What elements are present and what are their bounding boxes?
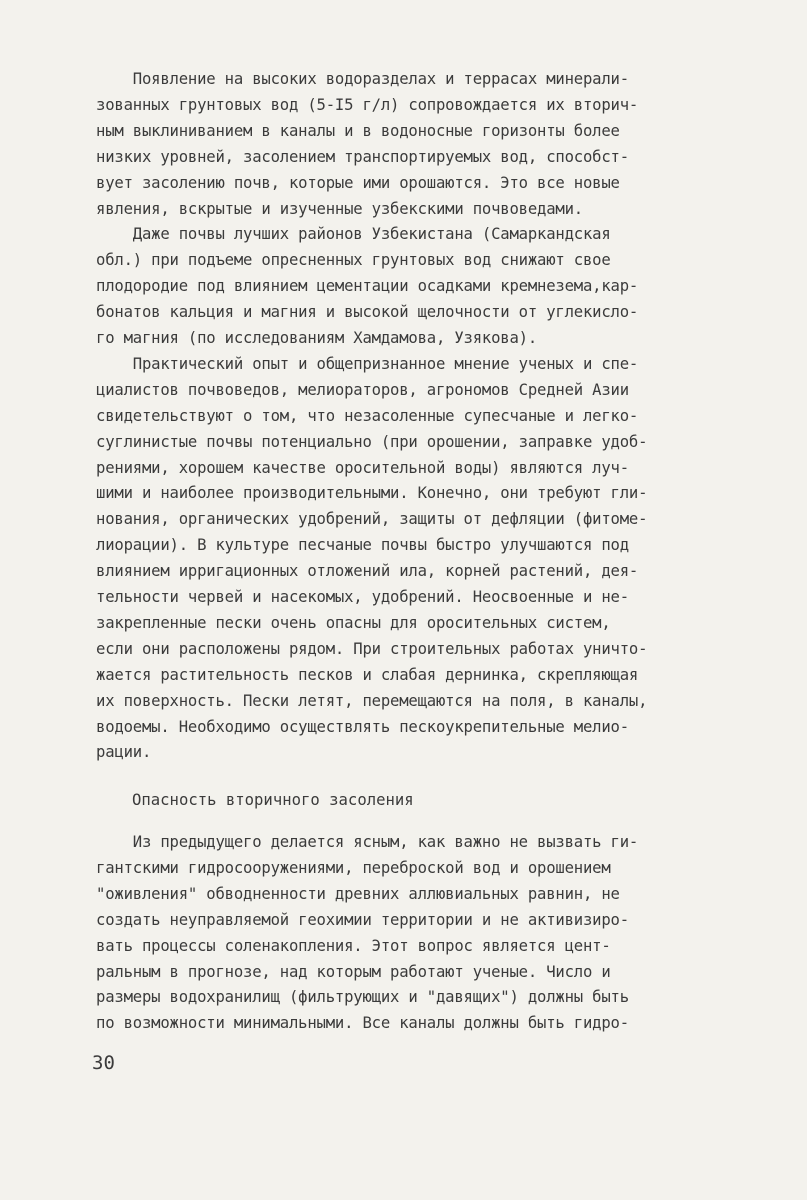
text-line: "оживления" обводненности древних аллювиальных равнин, не [96,884,620,903]
text-line: лиорации). В культуре песчаные почвы быстро улучшаются под [96,536,629,555]
text-line: гантскими гидросооружениями, переброской вод и орошением [96,858,611,877]
text-line: Практический опыт и общепризнанное мнение ученых и спе- [96,354,639,373]
text-line: их поверхность. Пески летят, перемещаются на поля, в каналы, [96,691,648,710]
section-heading: Опасность вторичного засоления [132,791,414,809]
text-line: Появление на высоких водоразделах и террасах минерали- [96,70,629,88]
text-line: ным выклиниванием в каналы и в водоносные горизонты более [96,121,620,140]
text-line: жается растительность песков и слабая дернинка, скрепляющая [96,665,639,684]
text-line: свидетельствуют о том, что незасоленные супесчаные и легко- [96,406,639,425]
text-line: явления, вскрытые и изученные узбекскими почвоведами. [96,199,583,218]
page-number: 30 [92,1052,115,1074]
text-line: закрепленные пески очень опасны для оросительных систем, [96,613,611,632]
text-line: если они расположены рядом. При строительных работах уничто- [96,639,648,658]
text-line: зованных грунтовых вод (5-I5 г/л) сопровождается их вторич- [96,95,639,114]
text-line: Из предыдущего делается ясным, как важно не вызвать ги- [96,833,639,851]
text-line: суглинистые почвы потенциально (при орошении, заправке удоб- [96,432,648,451]
text-line: бонатов кальция и магния и высокой щелочности от углекисло- [96,303,639,322]
text-line: тельности червей и насекомых, удобрений. Неосвоенные и не- [96,588,629,606]
text-line: циалистов почвоведов, мелиораторов, агрономов Средней Азии [96,380,629,399]
text-line: рации. [96,743,152,762]
text-line: ральным в прогнозе, над которым работают ученые. Число и [96,962,611,981]
text-line: по возможности минимальными. Все каналы должны быть гидро- [96,1014,629,1033]
text-line: низких уровней, засолением транспортируемых вод, способст- [96,147,629,166]
text-line: размеры водохранилищ (фильтрующих и "давящих") должны быть [96,988,629,1007]
text-line: Даже почвы лучших районов Узбекистана (Самаркандская [96,225,611,244]
text-line: водоемы. Необходимо осуществлять пескоукрепительные мелио- [96,717,629,736]
text-line: шими и наиболее производительными. Конечно, они требуют гли- [96,484,648,503]
text-line: вать процессы соленакопления. Этот вопрос является цент- [96,936,611,955]
text-line: рениями, хорошем качестве оросительной воды) являются луч- [96,458,629,477]
text-line: обл.) при подъеме опресненных грунтовых вод снижают свое [96,251,611,270]
text-line: плодородие под влиянием цементации осадками кремнезема,кар- [96,277,639,296]
text-line: создать неуправляемой геохимии территории и не активизиро- [96,910,629,929]
text-line: вует засолению почв, которые ими орошаются. Это все новые [96,173,620,192]
text-line: го магния (по исследованиям Хамдамова, Узякова). [96,329,538,347]
text-line: нования, органических удобрений, защиты от дефляции (фитоме- [96,510,648,529]
text-line: влиянием ирригационных отложений ила, корней растений, дея- [96,562,639,581]
